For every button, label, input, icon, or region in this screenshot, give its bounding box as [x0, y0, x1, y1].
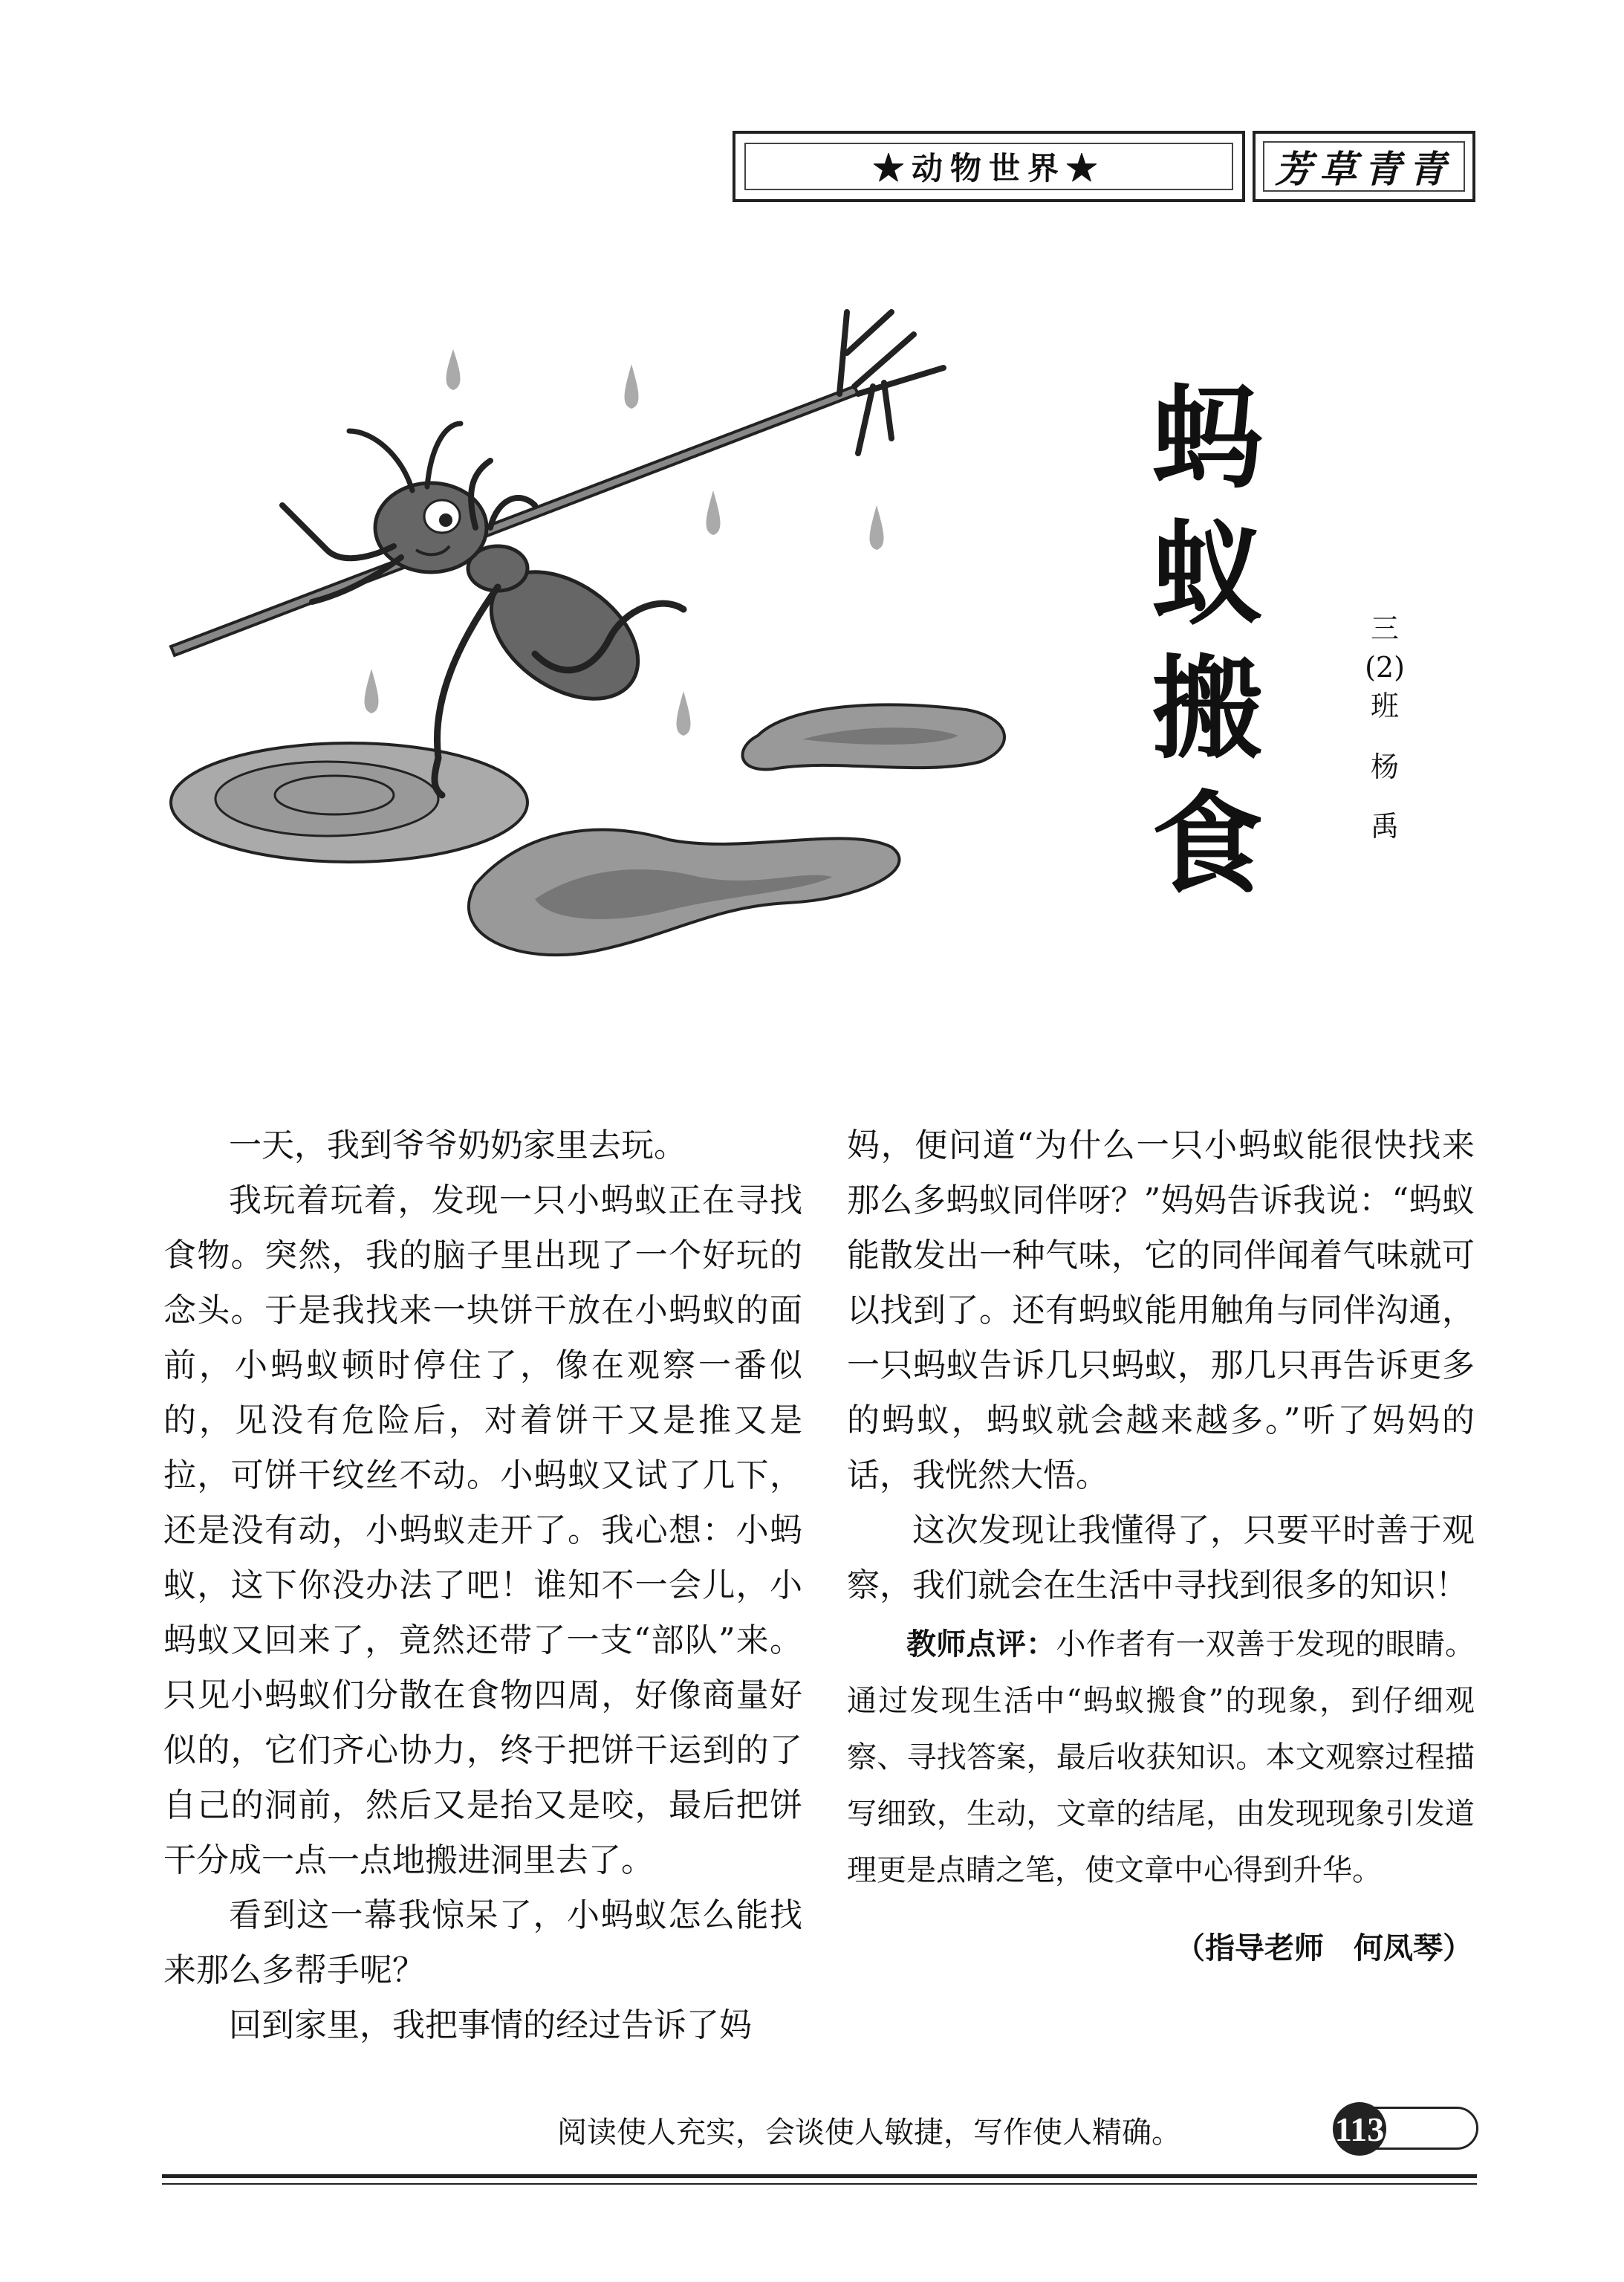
teacher-comment-text: 小作者有一双善于发现的眼睛。通过发现生活中“蚂蚁搬食”的现象，到仔细观察、寻找答案，最后收获知识。本文观察过程描写细致，生动，文章的结尾，由发现现象引发道理更是点睛之笔，使文章中心得到升华。	[847, 1627, 1475, 1887]
body-paragraph: 一天，我到爷爷奶奶家里去玩。	[229, 1127, 686, 1164]
raindrop	[677, 691, 691, 736]
body-paragraph-continued: 妈，便问道“为什么一只小蚂蚁能很快找来那么多蚂蚁同伴呀？”妈妈告诉我说：“蚂蚁能散发出一种气味，它的同伴闻着气味就可以找到了。还有蚂蚁能用触角与同伴沟通，一只蚂蚁告诉几只蚂蚁，那几只再告诉更多的蚂蚁，蚂蚁就会越来越多。”听了妈妈的话，我恍然大悟。	[847, 1127, 1475, 1494]
footer-rule-thick	[162, 2174, 1477, 2178]
title-char: 蚂	[1151, 375, 1263, 504]
brand-header: 芳草青青	[1263, 141, 1465, 192]
title-char: 食	[1151, 780, 1263, 910]
raindrop	[365, 669, 379, 713]
title-char: 搬	[1151, 645, 1263, 774]
raindrop	[707, 490, 721, 535]
footer-rule-thin	[162, 2183, 1477, 2185]
author-class: 三 (2) 班	[1365, 612, 1405, 722]
body-paragraph: 这次发现让我懂得了，只要平时善于观察，我们就会在生活中寻找到很多的知识！	[847, 1511, 1475, 1604]
body-paragraph: 看到这一幕我惊呆了，小蚂蚁怎么能找来那么多帮手呢？	[163, 1896, 802, 1989]
section-header: ★动物世界★	[744, 143, 1233, 190]
title-char: 蚁	[1151, 510, 1263, 639]
raindrop	[870, 505, 884, 550]
body-paragraph: 回到家里，我把事情的经过告诉了妈	[229, 2006, 752, 2044]
instructor-signoff: （指导老师 何凤琴）	[1175, 1931, 1472, 1965]
body-column-left	[163, 1118, 802, 2053]
brand-header-box	[1253, 131, 1475, 202]
section-header-box	[733, 131, 1245, 202]
author-byline	[1362, 609, 1407, 866]
footer-motto: 阅读使人充实，会谈使人敏捷，写作使人精确。	[557, 2116, 1181, 2150]
body-column-right	[847, 1118, 1475, 1613]
ant-illustration	[149, 282, 1040, 981]
body-paragraph: 我玩着玩着，发现一只小蚂蚁正在寻找食物。突然，我的脑子里出现了一个好玩的念头。于是我找来一块饼干放在小蚂蚁的面前，小蚂蚁顿时停住了，像在观察一番似的，见没有危险后，对着饼干又是推又是拉，可饼干纹丝不动。小蚂蚁又试了几下，还是没有动，小蚂蚁走开了。我心想：小蚂蚁，这下你没办法了吧！谁知不一会儿，小蚂蚁又回来了，竟然还带了一支“部队”来。只见小蚂蚁们分散在食物四周，好像商量好似的，它们齐心协力，终于把饼干运到的了自己的洞前，然后又是抬又是咬，最后把饼干分成一点一点地搬进洞里去了。	[163, 1181, 802, 1879]
teacher-comment-label: 教师点评：	[906, 1627, 1056, 1662]
raindrop	[625, 364, 639, 409]
teacher-comment	[847, 1616, 1475, 1899]
raindrop	[446, 349, 461, 390]
puddle-left-inner	[215, 762, 438, 836]
article-title	[1144, 372, 1270, 913]
page-number: 113	[1333, 2102, 1386, 2156]
author-name: 杨 禹	[1370, 751, 1399, 843]
